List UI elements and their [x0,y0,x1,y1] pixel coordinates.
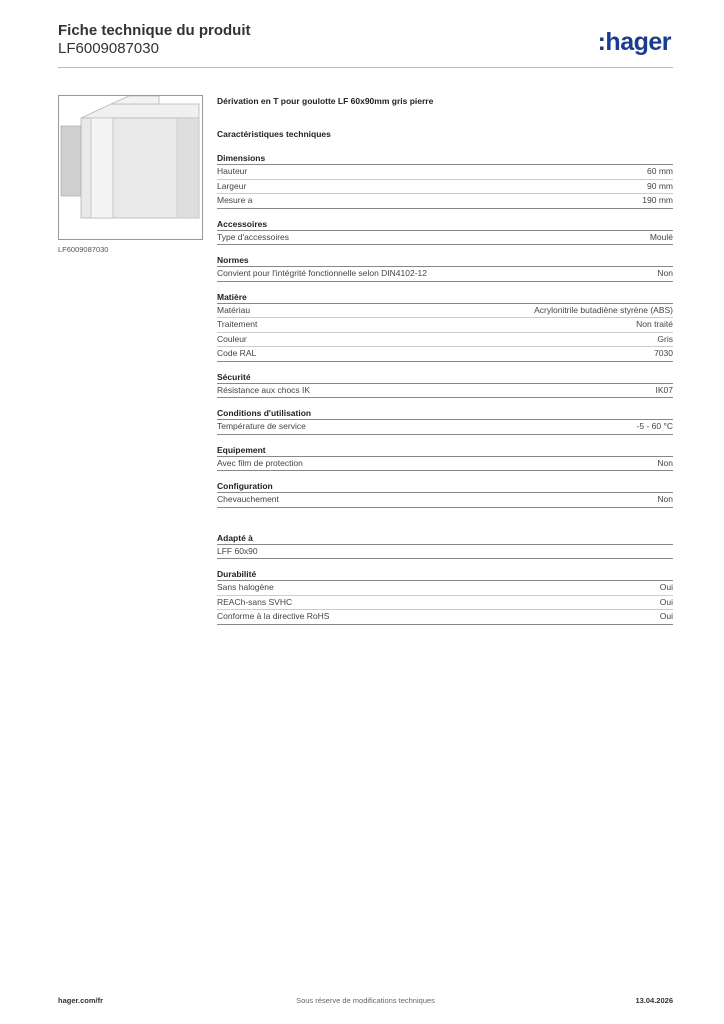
spec-value: Non [657,268,673,278]
spec-section [217,444,673,472]
spec-row [217,420,673,435]
spec-label: Type d'accessoires [217,231,290,242]
spec-label: Avec film de protection [217,457,303,468]
section-heading: Configuration [217,480,673,493]
spec-label: Sans halogène [217,582,274,592]
product-reference: LF6009087030 [58,40,159,57]
spec-value: Gris [657,333,673,344]
spec-label: Température de service [217,421,306,431]
product-description: Dérivation en T pour goulotte LF 60x90mm gris pierre [217,96,434,106]
section-heading: Conditions d'utilisation [217,407,673,420]
spec-row [217,545,673,560]
spec-row [217,581,673,596]
spec-value: Non [657,494,673,504]
footer-notice: Sous réserve de modifications techniques [296,996,435,1005]
spec-label: Convient pour l'intégrité fonctionnelle selon DIN4102-12 [217,268,428,278]
footer-date: 13.04.2026 [635,996,673,1005]
spec-row [217,493,673,508]
hager-logo: :hager [597,28,671,56]
spec-row [217,304,673,319]
spec-label: LFF 60x90 [217,545,258,556]
spec-section [217,568,673,625]
spec-section [217,480,673,508]
spec-section [217,152,673,209]
spec-value: Non [657,457,673,468]
section-heading: Durabilité [217,568,673,581]
spec-section [217,532,673,560]
spec-row [217,596,673,611]
section-heading: Adapté à [217,532,673,545]
spec-label: Hauteur [217,166,248,176]
spec-label: REACh-sans SVHC [217,596,293,607]
spec-value: Oui [659,582,673,592]
spec-label: Conforme à la directive RoHS [217,611,330,621]
spec-row [217,194,673,209]
spec-row [217,267,673,282]
spec-value: 90 mm [647,180,673,191]
spec-row [217,384,673,399]
section-heading: Accessoires [217,218,673,231]
t-junction-illustration [59,96,202,239]
footer-website[interactable]: hager.com/fr [58,996,104,1005]
section-heading: Matière [217,291,673,304]
spec-sections [217,152,673,625]
spec-value: IK07 [655,384,673,395]
spec-row [217,318,673,333]
spec-label: Résistance aux chocs IK [217,384,311,395]
spec-label: Chevauchement [217,494,279,504]
spec-label: Mesure a [217,195,253,205]
spec-label: Couleur [217,333,247,344]
spec-section [217,291,673,362]
spec-row [217,347,673,362]
spec-section [217,254,673,282]
spec-row [217,610,673,625]
spec-label: Traitement [217,319,258,329]
spec-value: 60 mm [647,166,673,176]
spec-value: Non traité [636,319,673,329]
spec-row [217,333,673,348]
spec-section [217,371,673,399]
section-heading: Dimensions [217,152,673,165]
spec-value: 190 mm [642,195,673,205]
image-caption: LF6009087030 [58,245,109,254]
spec-value: 7030 [654,348,673,358]
spec-label: Largeur [217,180,247,191]
spec-label: Code RAL [217,348,257,358]
spec-row [217,180,673,195]
spec-row [217,457,673,472]
section-heading: Sécurité [217,371,673,384]
spec-value: -5 - 60 °C [636,421,673,431]
spec-section [217,218,673,246]
spec-value: Moulé [649,231,673,242]
section-heading: Normes [217,254,673,267]
product-content [217,96,673,625]
page-header [58,22,673,68]
spec-value: Acrylonitrile butadiène styrène (ABS) [534,304,673,315]
spec-row [217,231,673,246]
spec-title: Caractéristiques techniques [217,129,331,139]
product-image [58,95,203,240]
spec-section [217,407,673,435]
document-title: Fiche technique du produit [58,22,251,39]
spec-row [217,165,673,180]
spec-value: Oui [659,611,673,621]
section-heading: Equipement [217,444,673,457]
spec-value: Oui [659,596,673,607]
spec-label: Matériau [217,304,251,315]
